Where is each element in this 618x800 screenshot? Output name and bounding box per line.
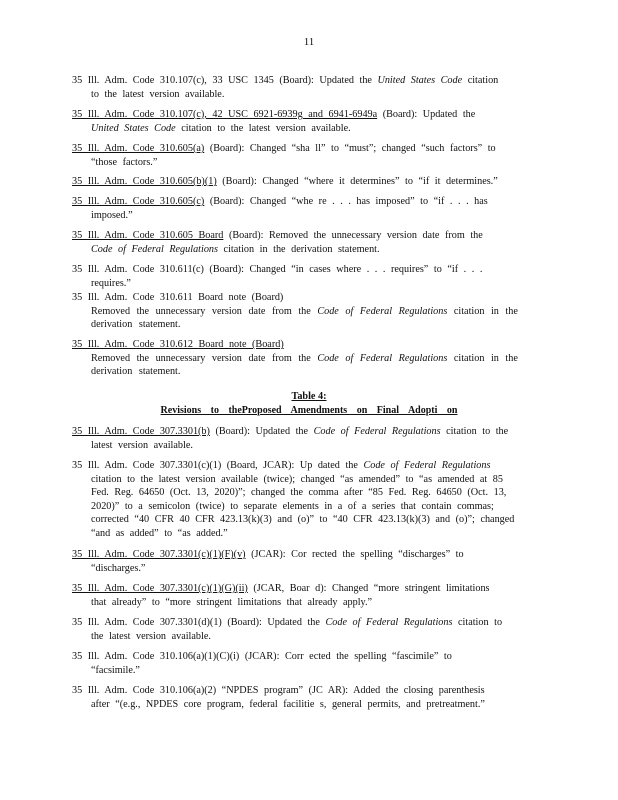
revision-entry	[72, 108, 540, 135]
revision-entry	[72, 650, 540, 677]
entry-text: citation to the	[446, 426, 509, 437]
entry-text: Removed the unnecessary version date from the	[91, 305, 311, 317]
entry-text: citation to the latest version available.	[181, 122, 351, 134]
entry-text: (Board): Updated the	[382, 109, 476, 120]
entry-reference: 35 Ill. Adm. Code 307.3301(c)(1)(F)(v)	[72, 549, 246, 560]
table-subtitle: Revisions to theProposed Amendments on Final Adopti on	[160, 404, 458, 416]
entry-text: 35 Ill. Adm. Code 310.611(c) (Board): Changed “in cases where . . . requires” to “if . . .	[72, 264, 483, 275]
entry-reference: 35 Ill. Adm. Code 307.3301(c)(1)(G)(ii)	[72, 583, 248, 594]
entry-text: corrected “40 CFR 40 CFR 423.13(k)(3) and (o)” to “40 CFR 423.13(k)(3) and (o)”; changed	[91, 514, 515, 526]
entry-text: imposed.”	[91, 209, 133, 221]
entry-reference: 35 Ill. Adm. Code 310.605(a)	[72, 143, 205, 154]
entry-text: citation in the derivation statement.	[223, 243, 380, 255]
entry-text: requires.”	[91, 277, 131, 289]
board-note-heading: 35 Ill. Adm. Code 310.611 Board note (Board)	[72, 292, 284, 303]
board-note-entry	[72, 291, 540, 332]
entry-text: to the latest version available.	[91, 88, 225, 100]
entry-text: citation to	[458, 617, 503, 628]
entry-text: citation in the	[453, 305, 518, 317]
entry-text: citation to the latest version available (twice); changed “as amended” to “as amended at 85	[91, 473, 503, 485]
entry-text: “those factors.”	[91, 156, 158, 168]
table-heading	[0, 390, 618, 417]
entry-text: derivation statement.	[91, 366, 181, 378]
revision-entry	[72, 74, 540, 101]
entry-text: that already” to “more stringent limitations that already apply.”	[91, 596, 373, 608]
entry-reference: 35 Ill. Adm. Code 310.605(b)(1)	[72, 176, 217, 187]
entry-text: 35 Ill. Adm. Code 307.3301(c)(1) (Board, JCAR): Up dated the	[72, 460, 358, 471]
revision-entry	[72, 459, 540, 541]
entry-text: “facsimile.”	[91, 664, 140, 676]
revision-entry	[72, 229, 540, 256]
revision-entry	[72, 582, 540, 609]
board-note-heading: 35 Ill. Adm. Code 310.612 Board note (Board)	[72, 339, 284, 350]
revision-entry	[72, 175, 540, 189]
entry-citation: United States Code	[91, 122, 176, 134]
entry-text: Removed the unnecessary version date from the	[91, 352, 311, 364]
entry-text: “and as added” to “as added.”	[91, 527, 228, 539]
entry-text: (Board): Updated the	[215, 426, 309, 437]
entry-text: latest version available.	[91, 439, 193, 451]
entry-text: 2020)” to a semicolon (twice) to separate elements in a of a series that contain commas;	[91, 500, 494, 512]
revision-entry	[72, 548, 540, 575]
entry-reference: 35 Ill. Adm. Code 307.3301(b)	[72, 426, 210, 437]
entry-text: 35 Ill. Adm. Code 310.107(c), 33 USC 1345 (Board): Updated the	[72, 75, 372, 86]
revision-entry	[72, 195, 540, 222]
entry-text: (Board): Removed the unnecessary version date from the	[228, 230, 483, 241]
entry-text: (Board): Changed “whe re . . . has imposed” to “if . . . has	[209, 196, 488, 207]
table-label: Table 4:	[291, 391, 327, 402]
entry-reference: 35 Ill. Adm. Code 310.107(c), 42 USC 6921-6939g and 6941-6949a	[72, 109, 378, 120]
entry-citation: Code of Federal Regulations	[317, 352, 448, 364]
entry-text: (JCAR, Boar d): Changed “more stringent limitations	[253, 583, 490, 594]
revision-entry	[72, 616, 540, 643]
entry-citation: Code of Federal Regulations	[325, 617, 453, 628]
entry-text: citation	[467, 75, 499, 86]
entry-text: (Board): Changed “sha ll” to “must”; changed “such factors” to	[209, 143, 496, 154]
entry-citation: Code of Federal Regulations	[91, 243, 218, 255]
entry-text: 35 Ill. Adm. Code 310.106(a)(2) “NPDES program” (JC AR): Added the closing parenthesis	[72, 685, 485, 696]
entry-text: the latest version available.	[91, 630, 211, 642]
entry-citation: Code of Federal Regulations	[363, 460, 491, 471]
entry-citation: United States Code	[377, 75, 463, 86]
revision-entry	[72, 263, 540, 290]
entry-citation: Code of Federal Regulations	[317, 305, 448, 317]
entry-text: (JCAR): Cor rected the spelling “discharges” to	[251, 549, 464, 560]
entry-citation: Code of Federal Regulations	[313, 426, 441, 437]
entry-text: 35 Ill. Adm. Code 310.106(a)(1)(C)(i) (JCAR): Corr ected the spelling “fascimile” to	[72, 651, 452, 662]
entry-text: 35 Ill. Adm. Code 307.3301(d)(1) (Board): Updated the	[72, 617, 320, 628]
entry-reference: 35 Ill. Adm. Code 310.605(c)	[72, 196, 205, 207]
entry-text: derivation statement.	[91, 319, 181, 331]
entry-text: citation in the	[453, 352, 518, 364]
revision-entry	[72, 684, 540, 711]
entry-text: after “(e.g., NPDES core program, federal facilitie s, general permits, and pretreatment.”	[91, 698, 485, 710]
entry-text: Fed. Reg. 64650 (Oct. 13, 2020)”; changed the comma after “85 Fed. Reg. 64650 (Oct. 13,	[91, 487, 507, 499]
page-number: 11	[303, 36, 315, 48]
revision-entry	[72, 425, 540, 452]
entry-reference: 35 Ill. Adm. Code 310.605 Board	[72, 230, 224, 241]
board-note-entry	[72, 338, 540, 379]
entry-text: “discharges.”	[91, 562, 146, 574]
revision-entry	[72, 142, 540, 169]
entry-text: (Board): Changed “where it determines” to “if it determines.”	[222, 176, 498, 187]
